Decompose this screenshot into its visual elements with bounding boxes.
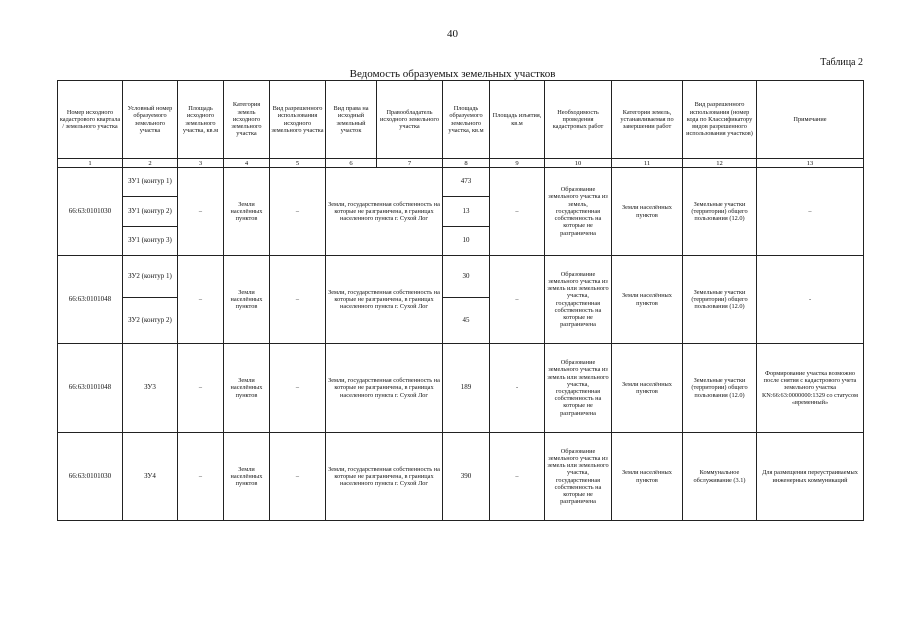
plot-name-cell: ЗУ1 (контур 2) [123,197,178,227]
land-plots-table [57,80,864,521]
note-cell: – [757,168,864,256]
final-use-cell: Земельные участки (территории) общего пользования (12.0) [683,168,757,256]
col-number: 8 [443,159,490,168]
final-use-cell: Земельные участки (территории) общего пользования (12.0) [683,256,757,344]
quarter-cell: 66:63:0101048 [58,344,123,433]
final-use-cell: Коммунальное обслуживание (3.1) [683,433,757,521]
source-area-cell: – [178,168,224,256]
plot-name-cell: ЗУ2 (контур 1) [123,256,178,298]
col-header: Площадь изъятия, кв.м [490,81,545,159]
table-label: Таблица 2 [820,57,863,68]
category-cell: Земли населённых пунктов [224,433,270,521]
withdrawal-cell: – [490,256,545,344]
final-category-cell: Земли населённых пунктов [612,344,683,433]
col-header: Необходимость проведения кадастровых работ [545,81,612,159]
col-header: Условный номер образуемого земельного участка [123,81,178,159]
quarter-cell: 66:63:0101030 [58,433,123,521]
col-header: Примечание [757,81,864,159]
plot-area-cell: 30 [443,256,490,298]
source-area-cell: – [178,256,224,344]
cadastral-work-cell: Образование земельного участка из земель или земельного участка, государственная собственность на которые не разграничена [545,433,612,521]
cadastral-work-cell: Образование земельного участка из земель или земельного участка, государственная собственность на которые не разграничена [545,344,612,433]
plot-name-cell: ЗУ1 (контур 3) [123,227,178,256]
plot-area-cell: 473 [443,168,490,197]
final-category-cell: Земли населённых пунктов [612,256,683,344]
plot-area-cell: 10 [443,227,490,256]
note-cell: Для размещения переустраиваемых инженерных коммуникаций [757,433,864,521]
plot-name-cell: ЗУ4 [123,433,178,521]
table-row [58,168,864,197]
note-cell: Формирование участка возможно после снятия с кадастрового учета земельного участка КN:66:63:0000000:1329 со статусом «временный» [757,344,864,433]
col-header: Вид разрешенного использования (номер кода по Классификатору видов разрешенного использования участков) [683,81,757,159]
category-cell: Земли населённых пунктов [224,256,270,344]
col-number: 13 [757,159,864,168]
source-area-cell: – [178,433,224,521]
withdrawal-cell: – [490,168,545,256]
permitted-use-cell: – [270,344,326,433]
permitted-use-cell: – [270,433,326,521]
plot-area-cell: 189 [443,344,490,433]
quarter-cell: 66:63:0101048 [58,256,123,344]
cadastral-work-cell: Образование земельного участка из земель, государственная собственность на которые не разграничена [545,168,612,256]
col-number: 12 [683,159,757,168]
col-header: Категория земель исходного земельного участка [224,81,270,159]
table-title: Ведомость образуемых земельных участков [349,68,556,80]
col-header: Площадь исходного земельного участка, кв.м [178,81,224,159]
plot-name-cell: ЗУ1 (контур 1) [123,168,178,197]
withdrawal-cell: - [490,344,545,433]
col-number: 11 [612,159,683,168]
col-header: Правообладатель исходного земельного участка [377,81,443,159]
right-holder-cell: Земли, государственная собственность на которые не разграничена, в границах населенного пункта г. Сухой Лог [326,256,443,344]
right-holder-cell: Земли, государственная собственность на которые не разграничена, в границах населенного пункта г. Сухой Лог [326,168,443,256]
col-number: 6 [326,159,377,168]
col-header: Площадь образуемого земельного участка, кв.м [443,81,490,159]
col-header: Категория земель, устанавливаемая по завершении работ [612,81,683,159]
withdrawal-cell: – [490,433,545,521]
plot-name-cell: ЗУ2 (контур 2) [123,298,178,344]
col-number: 5 [270,159,326,168]
col-number: 3 [178,159,224,168]
col-number: 4 [224,159,270,168]
source-area-cell: – [178,344,224,433]
col-header: Номер исходного кадастрового квартала / земельного участка [58,81,123,159]
final-category-cell: Земли населённых пунктов [612,168,683,256]
table-row [58,433,864,521]
cadastral-work-cell: Образование земельного участка из земель или земельного участка, государственная собственность на которые не разграничена [545,256,612,344]
final-use-cell: Земельные участки (территории) общего пользования (12.0) [683,344,757,433]
permitted-use-cell: – [270,168,326,256]
table-row [58,344,864,433]
category-cell: Земли населённых пунктов [224,344,270,433]
col-number: 2 [123,159,178,168]
col-header: Вид права на исходный земельный участок [326,81,377,159]
col-header: Вид разрешенного использования исходного земельного участка [270,81,326,159]
right-holder-cell: Земли, государственная собственность на которые не разграничена, в границах населенного пункта г. Сухой Лог [326,344,443,433]
quarter-cell: 66:63:0101030 [58,168,123,256]
final-category-cell: Земли населённых пунктов [612,433,683,521]
page-number: 40 [447,28,458,40]
col-number: 10 [545,159,612,168]
permitted-use-cell: – [270,256,326,344]
plot-area-cell: 45 [443,298,490,344]
table-row [58,256,864,298]
note-cell: - [757,256,864,344]
right-holder-cell: Земли, государственная собственность на которые не разграничена, в границах населенного пункта г. Сухой Лог [326,433,443,521]
col-number: 7 [377,159,443,168]
plot-name-cell: ЗУ3 [123,344,178,433]
plot-area-cell: 390 [443,433,490,521]
col-number: 9 [490,159,545,168]
col-number: 1 [58,159,123,168]
plot-area-cell: 13 [443,197,490,227]
category-cell: Земли населённых пунктов [224,168,270,256]
